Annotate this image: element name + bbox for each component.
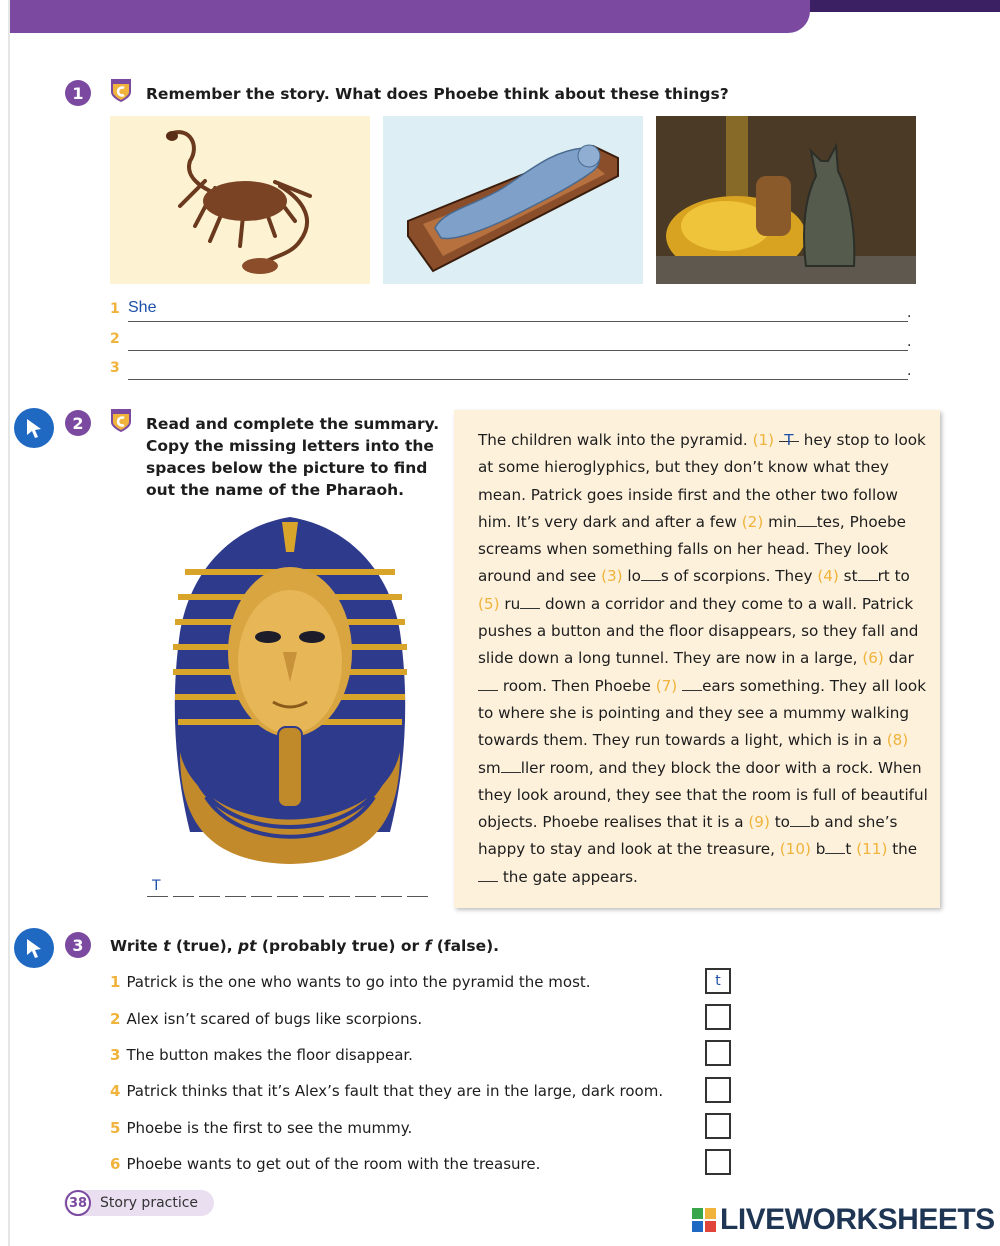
line-number-2: 2	[110, 331, 120, 347]
mummy-picture	[383, 116, 643, 284]
page-number: 38	[65, 1190, 91, 1216]
page-edge	[8, 0, 10, 1246]
answer-box-3[interactable]	[705, 1040, 731, 1066]
answer-box-1[interactable]: t	[705, 968, 731, 994]
answer-box-6[interactable]	[705, 1149, 731, 1175]
answer-box-2[interactable]	[705, 1004, 731, 1030]
top-accent-bar	[8, 0, 810, 33]
pharaoh-first-letter[interactable]: T	[152, 878, 161, 894]
exercise-1-instruction: Remember the story. What does Phoebe think about these things?	[146, 85, 729, 103]
liveworksheets-logo-icon	[692, 1208, 716, 1232]
statement-4: 4 Patrick thinks that it’s Alex’s fault that they are in the large, dark room.	[110, 1082, 664, 1100]
answer-line-2[interactable]	[128, 350, 908, 351]
pharaoh-letter-slot[interactable]	[277, 896, 298, 897]
answer-box-4[interactable]	[705, 1077, 731, 1103]
exercise-2-number: 2	[65, 410, 91, 436]
pharaoh-letter-slot[interactable]	[407, 896, 428, 897]
answer-line-3[interactable]	[128, 379, 908, 380]
gap-1[interactable]: T	[779, 427, 799, 442]
summary-text: The children walk into the pyramid. (1) T hey stop to look at some hieroglyphics, but they don’t know what they mean. Patrick goes inside first and the other two follow him. It’s very dark and after a few (2) min tes, Phoebe screams when something falls on her head. They look around and see (3) lo s of scorpions. They (4) st rt to (5) ru down a corridor and they come to a wall. Patrick pushes a button and the floor disappears, so they fall and slide down a long tunnel. They are now in a large, (6) dar room. Then Phoebe (7) ears something. They all look to where she is pointing and they see a mummy walking towards them. They run towards a light, which is in a (8) sm ller room, and they block the door with a rock. When they look around, they see that the room is full of beautiful objects. Phoebe realises that it is a (9) to b and she’s happy to stay and look at the treasure, (10) b t (11) the the gate appears.	[478, 427, 930, 891]
pointer-cursor-icon	[14, 928, 54, 968]
pharaoh-letter-slot[interactable]	[329, 896, 350, 897]
gap-2[interactable]	[797, 512, 817, 527]
exercise-2-instruction: Read and complete the summary. Copy the missing letters into the spaces below the picture to find out the name of the Pharaoh.	[146, 415, 440, 499]
exercise-3-instruction: Write t (true), pt (probably true) or f (false).	[110, 937, 500, 955]
pharaoh-letter-slot[interactable]	[381, 896, 402, 897]
shield-icon	[110, 408, 132, 432]
gap-11[interactable]	[478, 867, 498, 882]
pharaoh-letter-slot[interactable]	[147, 896, 168, 897]
answer-1-text[interactable]: She	[128, 299, 157, 316]
line-number-1: 1	[110, 301, 120, 317]
pharaoh-letter-slot[interactable]	[303, 896, 324, 897]
statement-2: 2 Alex isn’t scared of bugs like scorpions.	[110, 1010, 423, 1028]
scorpion-picture	[110, 116, 370, 284]
cat-statue-picture	[656, 116, 916, 284]
answer-box-5[interactable]	[705, 1113, 731, 1139]
exercise-1-number: 1	[65, 80, 91, 106]
gap-8[interactable]	[501, 758, 521, 773]
gap-5[interactable]	[520, 594, 540, 609]
pharaoh-letter-slot[interactable]	[355, 896, 376, 897]
shield-icon	[110, 78, 132, 102]
statement-5: 5 Phoebe is the first to see the mummy.	[110, 1119, 413, 1137]
line-number-3: 3	[110, 360, 120, 376]
pointer-cursor-icon	[14, 408, 54, 448]
pharaoh-letter-slot[interactable]	[173, 896, 194, 897]
exercise-3-number: 3	[65, 932, 91, 958]
gap-3[interactable]	[641, 566, 661, 581]
statement-1: 1 Patrick is the one who wants to go into the pyramid the most.	[110, 973, 591, 991]
gap-10[interactable]	[825, 839, 845, 854]
pharaoh-letter-slot[interactable]	[251, 896, 272, 897]
answer-line-1	[128, 321, 908, 322]
gap-4[interactable]	[858, 566, 878, 581]
statement-6: 6 Phoebe wants to get out of the room with the treasure.	[110, 1155, 541, 1173]
gap-7[interactable]	[682, 676, 702, 691]
pharaoh-mask-picture	[170, 512, 410, 867]
pharaoh-letter-slot[interactable]	[199, 896, 220, 897]
pharaoh-letter-slot[interactable]	[225, 896, 246, 897]
footer-section-label: Story practice	[100, 1195, 199, 1211]
statement-3: 3 The button makes the floor disappear.	[110, 1046, 413, 1064]
gap-9[interactable]	[790, 812, 810, 827]
gap-6[interactable]	[478, 676, 498, 691]
liveworksheets-brand[interactable]: LIVEWORKSHEETS	[720, 1203, 995, 1236]
